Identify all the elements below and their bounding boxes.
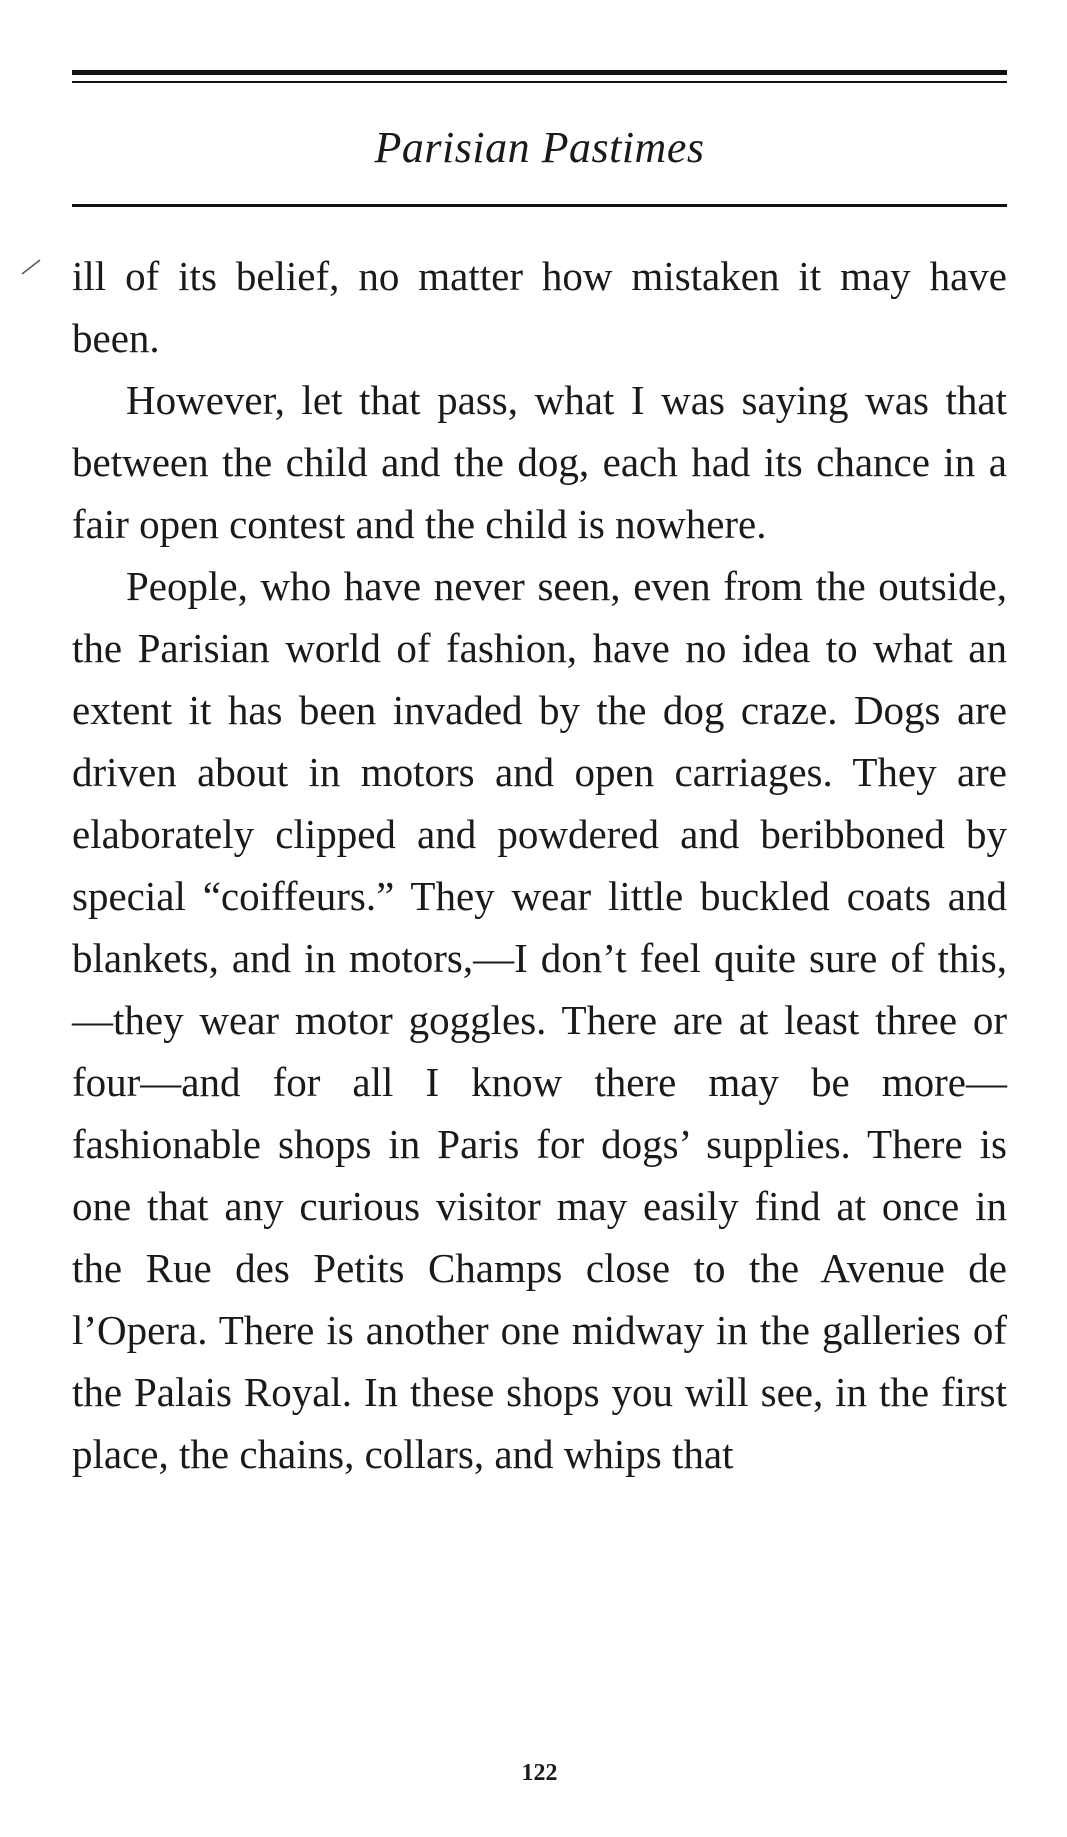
paragraph-continued: ill of its belief, no matter how mistaken it may have been. [72,253,1007,361]
paragraph: However, let that pass, what I was saying was that between the child and the dog, each had its chance in a fair open contest and the child is nowhere. [72,377,1007,547]
header-rule-thick [72,70,1007,75]
running-head: Parisian Pastimes [374,123,705,172]
page-number: 122 [521,1760,558,1786]
paragraph: People, who have never seen, even from the outside, the Parisian world of fashion, have no idea to what an extent it has been invaded by the dog craze. Dogs are driven about in motors and open carriages. They are elaborately clipped and powdered and beribboned by special “coiffeurs.” They wear little buckled coats and blankets, and in motors,—I don’t feel quite sure of this,—they wear motor goggles. There are at least three or four—and for all I know there may be more—fashionable shops in Paris for dogs’ supplies. There is one that any curious visitor may easily find at once in the Rue des Petits Champs close to the Avenue de l’Opera. There is another one midway in the galleries of the Palais Royal. In these shops you will see, in the first place, the chains, collars, and whips that [72,563,1007,1477]
body-text [72,245,1007,1485]
header-rule-thin [72,81,1007,83]
margin-pencil-mark [20,256,44,276]
header-rule-bottom [72,204,1007,207]
